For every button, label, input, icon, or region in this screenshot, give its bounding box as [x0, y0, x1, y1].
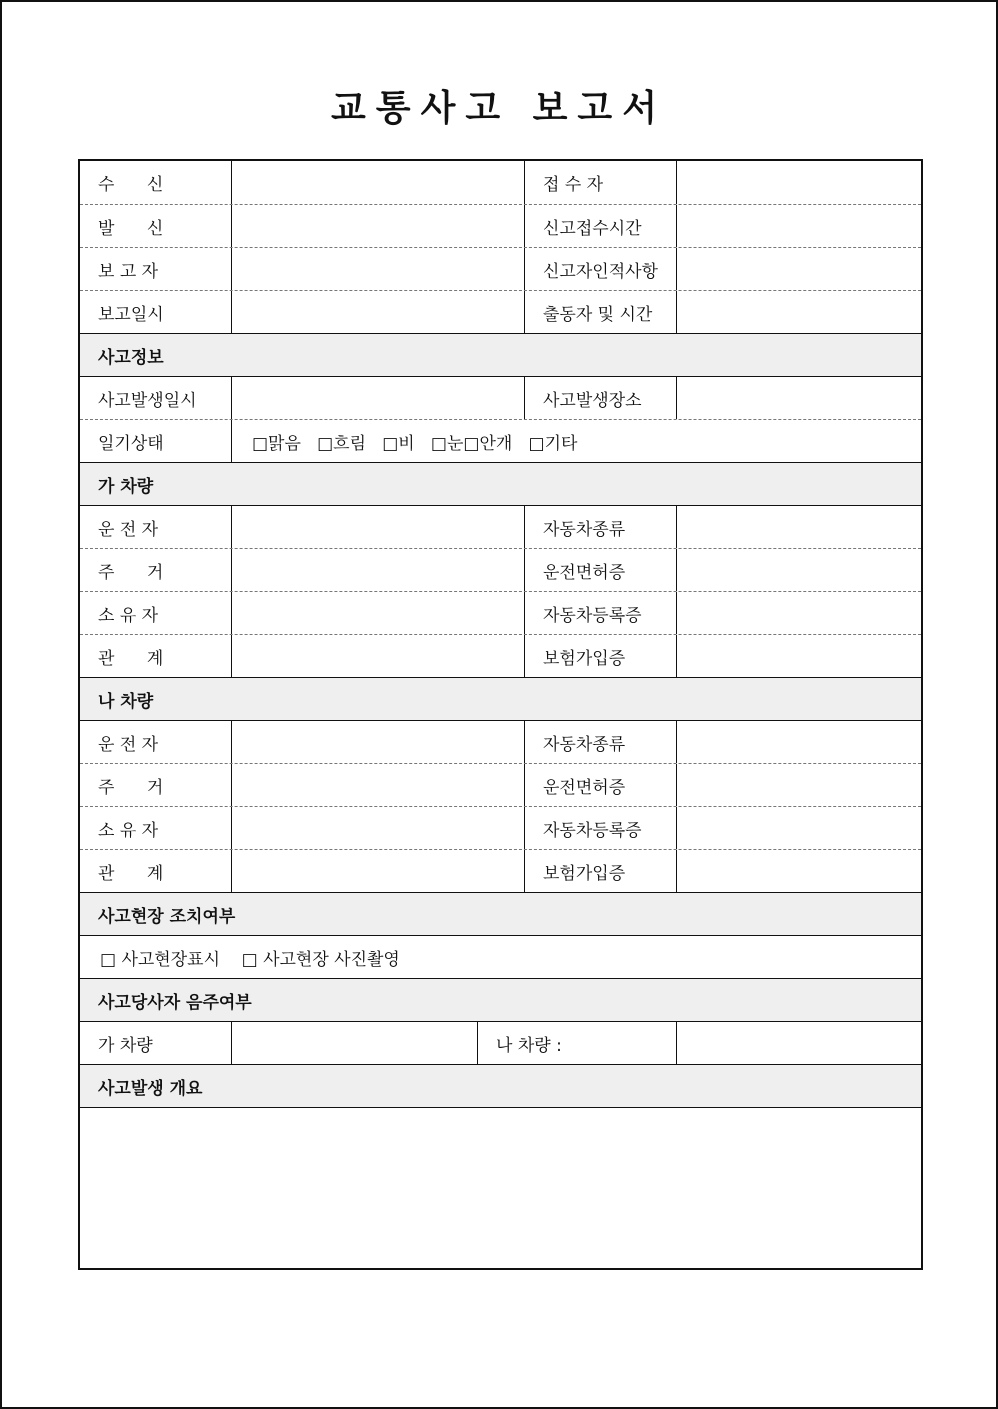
field-label: 자동차등록증 — [524, 592, 676, 634]
drinking-b-field[interactable] — [676, 1022, 921, 1064]
section-header — [80, 677, 921, 720]
driver-field[interactable] — [231, 721, 524, 763]
owner-field[interactable] — [231, 807, 524, 849]
field-label: 운전면허증 — [524, 764, 676, 806]
table-row — [80, 849, 921, 892]
field-label: 접 수 자 — [524, 161, 676, 204]
section-title: 사고당사자 음주여부 — [80, 979, 921, 1021]
registration-field[interactable] — [676, 807, 921, 849]
accident-place-field[interactable] — [676, 377, 921, 419]
field-label: 주 거 — [98, 777, 164, 798]
reporter-field[interactable] — [231, 248, 524, 290]
address-field[interactable] — [231, 549, 524, 591]
recipient-field[interactable] — [231, 161, 524, 204]
report-date-field[interactable] — [231, 291, 524, 333]
table-row — [80, 247, 921, 290]
address-field[interactable] — [231, 764, 524, 806]
insurance-field[interactable] — [676, 850, 921, 892]
section-title: 가 차량 — [80, 463, 921, 505]
table-row — [80, 591, 921, 634]
field-label: 자동차종류 — [524, 506, 676, 548]
table-row — [80, 763, 921, 806]
field-label: 관 계 — [98, 648, 164, 669]
table-row — [80, 806, 921, 849]
weather-checkboxes[interactable]: □맑음 □흐림 □비 □눈□안개 □기타 — [231, 420, 921, 462]
field-label: 신고자인적사항 — [524, 248, 676, 290]
field-label: 운 전 자 — [98, 519, 159, 540]
field-label: 보고일시 — [98, 304, 164, 325]
field-label: 가 차량 — [98, 1035, 153, 1056]
table-row — [80, 935, 921, 978]
report-time-field[interactable] — [676, 205, 921, 247]
relation-field[interactable] — [231, 850, 524, 892]
field-label: 소 유 자 — [98, 605, 159, 626]
table-row — [80, 720, 921, 763]
table-row — [80, 204, 921, 247]
registration-field[interactable] — [676, 592, 921, 634]
relation-field[interactable] — [231, 635, 524, 677]
field-label: 운 전 자 — [98, 734, 159, 755]
section-title: 나 차량 — [80, 678, 921, 720]
field-label: 소 유 자 — [98, 820, 159, 841]
field-label: 자동차종류 — [524, 721, 676, 763]
vehicle-type-field[interactable] — [676, 506, 921, 548]
field-label: 출동자 및 시간 — [524, 291, 676, 333]
license-field[interactable] — [676, 764, 921, 806]
table-row — [80, 161, 921, 204]
dispatch-field[interactable] — [676, 291, 921, 333]
section-title: 사고현장 조치여부 — [80, 893, 921, 935]
report-form — [78, 159, 923, 1270]
section-header — [80, 1064, 921, 1107]
reporter-info-field[interactable] — [676, 248, 921, 290]
owner-field[interactable] — [231, 592, 524, 634]
field-label: 보험가입증 — [524, 635, 676, 677]
insurance-field[interactable] — [676, 635, 921, 677]
field-label: 관 계 — [98, 863, 164, 884]
field-label: 사고발생일시 — [98, 390, 197, 411]
sender-field[interactable] — [231, 205, 524, 247]
field-label: 운전면허증 — [524, 549, 676, 591]
table-row — [80, 548, 921, 591]
table-row — [80, 419, 921, 462]
summary-textarea[interactable] — [80, 1107, 921, 1268]
field-label: 나 차량 : — [477, 1022, 676, 1064]
table-row — [80, 376, 921, 419]
field-label: 자동차등록증 — [524, 807, 676, 849]
field-label: 신고접수시간 — [524, 205, 676, 247]
page-title: 교통사고 보고서 — [331, 88, 667, 129]
scene-action-checkboxes[interactable]: □ 사고현장표시 □ 사고현장 사진촬영 — [100, 949, 400, 970]
accident-datetime-field[interactable] — [231, 377, 524, 419]
section-header — [80, 978, 921, 1021]
table-row — [80, 290, 921, 333]
table-row — [80, 505, 921, 548]
field-label: 보 고 자 — [98, 261, 159, 282]
field-label: 발 신 — [98, 218, 164, 239]
field-label: 수 신 — [98, 175, 164, 195]
field-label: 주 거 — [98, 562, 164, 583]
section-header — [80, 892, 921, 935]
section-title: 사고발생 개요 — [80, 1065, 921, 1107]
field-label: 보험가입증 — [524, 850, 676, 892]
table-row — [80, 634, 921, 677]
section-header — [80, 462, 921, 505]
license-field[interactable] — [676, 549, 921, 591]
section-header — [80, 333, 921, 376]
drinking-a-field[interactable] — [231, 1022, 477, 1064]
driver-field[interactable] — [231, 506, 524, 548]
field-label: 사고발생장소 — [524, 377, 676, 419]
section-title: 사고정보 — [80, 334, 921, 376]
receiver-field[interactable] — [676, 161, 921, 204]
table-row — [80, 1021, 921, 1064]
field-label: 일기상태 — [98, 433, 164, 454]
vehicle-type-field[interactable] — [676, 721, 921, 763]
